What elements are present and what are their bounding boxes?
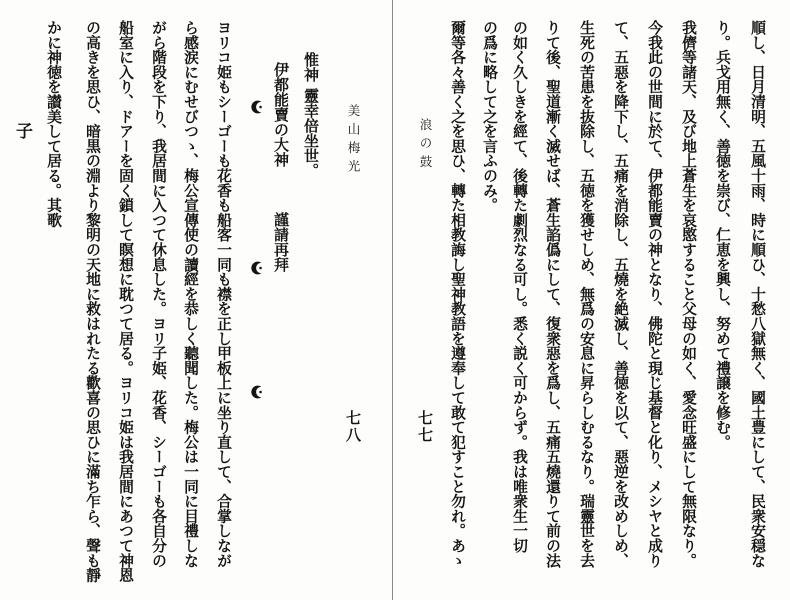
text-column: ヨリコ姫もシーゴーも花香も船客一同も襟を正し甲板上に坐り直して、合掌しなが bbox=[215, 20, 232, 568]
left-page bbox=[0, 0, 392, 600]
edge-fragment: 子 bbox=[12, 122, 32, 139]
text-column: ら感涙にむせびつゝ、梅公宣傳使の讀經を恭しく聽聞した。梅公は一同に目禮しな bbox=[182, 20, 199, 568]
invocation-kannagara: 惟神 bbox=[302, 52, 320, 82]
text-column: がら階段を下り、我居間に入つて休息した。ヨリ子姫、花香、シーゴーも各自分の bbox=[150, 20, 167, 568]
crescent-star-icon bbox=[250, 384, 266, 400]
text-column: かに神徳を讃美して居る。其歌 bbox=[45, 20, 62, 228]
text-column: 今我此の世間に於て、伊都能賣の神となり、佛陀と現じ基督と化り、メシヤと成り bbox=[646, 20, 663, 568]
page-spine bbox=[392, 0, 393, 600]
invocation-tamachihae: 靈幸倍坐世。 bbox=[302, 88, 320, 178]
text-column: 我儕等諸天、及び地上蒼生を哀愍すること父母の如く、愛念旺盛にして無限なり。 bbox=[680, 20, 697, 568]
text-column: の爲に略して之を言ふのみ。 bbox=[481, 20, 498, 213]
crescent-star-icon bbox=[250, 260, 266, 276]
text-column: の如く久しきを經て、後轉た劇烈なる可し。悉く説く可からず。我は唯衆生一切 bbox=[511, 20, 528, 553]
running-title: 浪の鼓 bbox=[418, 118, 433, 174]
text-column: 船室に入り、ドアーを固く鎖して瞑想に耽つて居る。ヨリコ姫は我居間にあつて神恩 bbox=[117, 20, 134, 583]
crescent-star-icon bbox=[250, 99, 266, 115]
text-column: て、五惡を降下し、五痛を消除し、五燒を絶滅し、善徳を以て、惡逆を改めしめ、 bbox=[612, 20, 629, 568]
text-column: 生死の苦患を抜除し、五徳を獲せしめ、無爲の安息に昇らしむるなり。瑞靈世を去 bbox=[578, 20, 595, 568]
text-column: の高きを思ひ、暗黒の淵より黎明の天地に救はれたる歡喜の思ひに滿ち乍ら、聲も靜 bbox=[84, 20, 101, 583]
text-column: 爾等各々善く之を思ひ、轉た相教誨し聖神教語を遵奉して敢て犯すこと勿れ。あゝ bbox=[449, 20, 466, 568]
page-number: 七七 bbox=[416, 410, 434, 444]
running-title: 美山梅光 bbox=[346, 104, 361, 178]
deity-name: 伊都能賣の大神 bbox=[272, 62, 290, 167]
text-column: 順し、日月清明、五風十雨、時に順ひ、十愁八獄無く、國土豊にして、民衆安穏な bbox=[749, 20, 766, 568]
text-column: り。兵戈用無く、善徳を崇び、仁恵を興し、努めて禮譲を修む。 bbox=[714, 20, 731, 450]
salutation: 謹請再拜 bbox=[272, 212, 290, 272]
page-number: 七八 bbox=[344, 410, 362, 444]
text-column: りて後、聖道漸く滅せば、蒼生諂僞にして、復衆惡を爲し、五痛五燒還りて前の法 bbox=[544, 20, 561, 568]
